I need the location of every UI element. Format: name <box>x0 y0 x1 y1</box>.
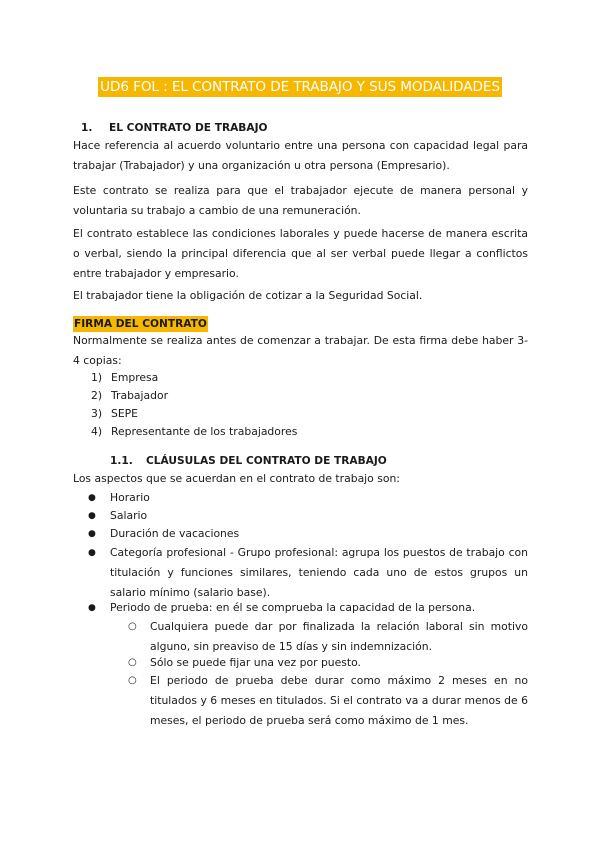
list-item <box>91 422 297 442</box>
section-1-number: 1. <box>81 122 93 134</box>
bullet-icon: ● <box>88 511 96 521</box>
clauses-intro: Los aspectos que se acuerdan en el contrato de trabajo son: <box>73 472 400 485</box>
paragraph: Hace referencia al acuerdo voluntario entre una persona con capacidad legal para trabajar (Trabajador) y una organización u otra persona (Empresario). <box>73 139 528 172</box>
document-title: UD6 FOL : EL CONTRATO DE TRABAJO Y SUS MODALIDADES <box>100 79 500 95</box>
paragraph: Este contrato se realiza para que el trabajador ejecute de manera personal y voluntaria su trabajo a cambio de una remuneración. <box>73 184 528 217</box>
paragraph: El trabajador tiene la obligación de cotizar a la Seguridad Social. <box>73 289 423 302</box>
list-item <box>88 488 528 508</box>
bullet-icon: ● <box>88 603 96 613</box>
list-item <box>88 543 528 603</box>
list-item <box>88 506 528 526</box>
list-text: Representante de los trabajadores <box>111 425 298 438</box>
circle-bullet-icon: ○ <box>128 621 137 632</box>
sub-list-text: Cualquiera puede dar por finalizada la relación laboral sin motivo alguno, sin preaviso de 15 días y sin indemnización. <box>150 620 528 653</box>
list-text: Horario <box>110 491 150 504</box>
list-text: Salario <box>110 509 148 522</box>
list-item <box>88 598 528 618</box>
firma-intro: Normalmente se realiza antes de comenzar a trabajar. De esta firma debe haber 3-4 copias: <box>73 334 528 367</box>
list-item <box>88 524 528 544</box>
bullet-icon: ● <box>88 529 96 539</box>
sub-list-item <box>128 617 528 657</box>
bullet-icon: ● <box>88 493 96 503</box>
bullet-icon: ● <box>88 548 96 558</box>
list-number: 2) <box>91 389 103 402</box>
list-item <box>91 368 158 388</box>
list-text: Categoría profesional - Grupo profesional: agrupa los puestos de trabajo con titulación y funciones similares, teniendo cada uno de estos grupos un salario mínimo (salario base). <box>110 546 528 599</box>
sub-list-item <box>128 653 528 673</box>
list-number: 3) <box>91 407 103 420</box>
circle-bullet-icon: ○ <box>128 675 137 686</box>
sub-list-text: El periodo de prueba debe durar como máximo 2 meses en no titulados y 6 meses en titulados. Si el contrato va a durar menos de 6 meses, el periodo de prueba será como máximo de 1 mes. <box>150 674 528 727</box>
section-1-1-title: CLÁUSULAS DEL CONTRATO DE TRABAJO <box>146 455 387 467</box>
section-1-1-number: 1.1. <box>110 455 133 467</box>
list-number: 1) <box>91 371 103 384</box>
list-text: SEPE <box>111 407 139 420</box>
list-text: Periodo de prueba: en él se comprueba la capacidad de la persona. <box>110 601 476 614</box>
list-number: 4) <box>91 425 103 438</box>
sub-list-text: Sólo se puede fijar una vez por puesto. <box>150 656 361 669</box>
circle-bullet-icon: ○ <box>128 657 137 668</box>
title-bar <box>0 76 600 97</box>
list-text: Empresa <box>111 371 159 384</box>
section-1-heading <box>73 118 268 138</box>
list-item <box>91 386 168 406</box>
list-item <box>91 404 138 424</box>
list-text: Duración de vacaciones <box>110 527 240 540</box>
list-text: Trabajador <box>111 389 169 402</box>
section-1-title: EL CONTRATO DE TRABAJO <box>109 122 268 134</box>
sub-list-item <box>128 671 528 731</box>
paragraph: El contrato establece las condiciones laborales y puede hacerse de manera escrita o verbal, siendo la principal diferencia que al ser verbal puede llegar a conflictos entre trabajador y empresario. <box>73 227 528 280</box>
section-1-1-heading <box>110 451 387 471</box>
firma-heading: FIRMA DEL CONTRATO <box>74 318 207 330</box>
